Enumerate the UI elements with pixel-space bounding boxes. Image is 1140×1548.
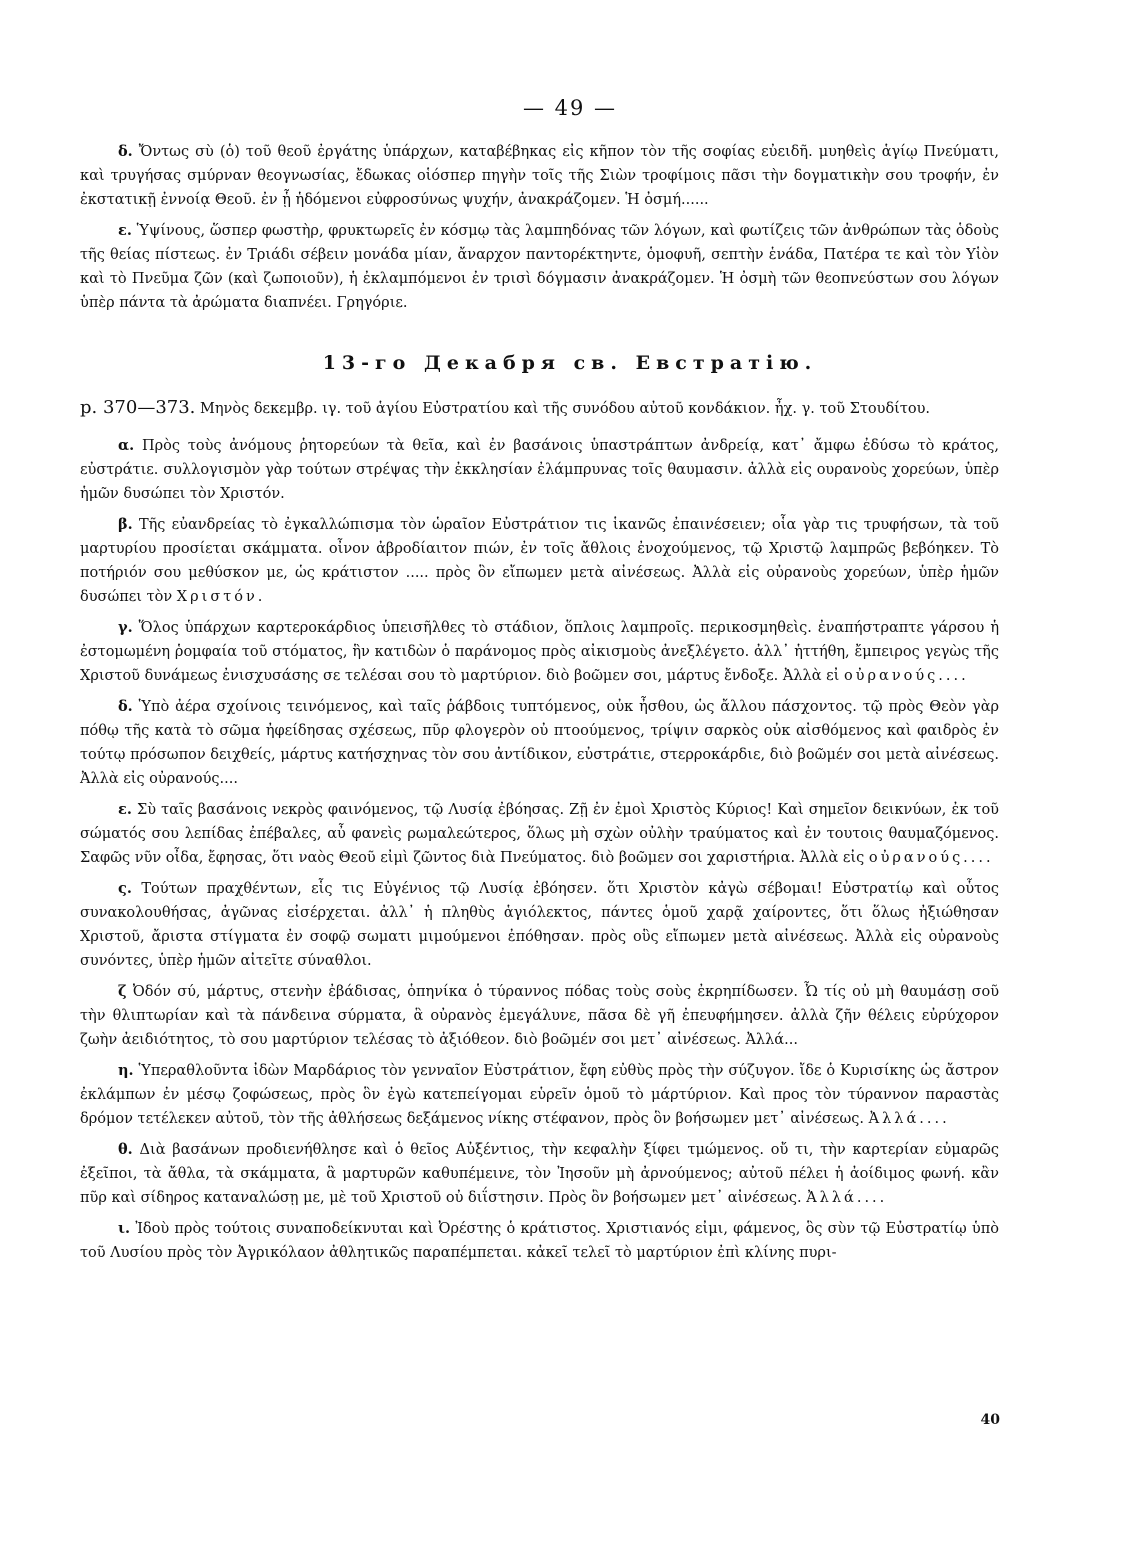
paragraph	[80, 980, 999, 1052]
page-number: — 49 —	[522, 96, 618, 120]
top-text-block	[80, 140, 999, 322]
paragraph-text: Πρὸς τοὺς ἀνόμους ῥητορεύων τὰ θεῖα, καὶ ἐν βασάνοις ὑπαστράπτων ἀνδρείᾳ, κατ᾽ ἄμφω ἐδύσω τὸ κράτος, εὐστράτιε. συλλογισμὸν γὰρ τούτων στρέψας τὴν ἐκκλησίαν ἐλάμπρυνας τοῖς θαυμασιν. ἀλλὰ εἰς ουρανοὺς χορεύων, ὑπὲρ ἡμῶν δυσώπει τὸν Χριστόν.	[80, 438, 999, 502]
paragraph-number: ε.	[118, 222, 132, 239]
paragraph-number: δ.	[118, 698, 133, 715]
refrain-text: οὐρανούς....	[843, 668, 969, 684]
paragraph	[80, 434, 999, 506]
paragraph	[80, 513, 999, 609]
reference-prefix: р. 370—373.	[80, 397, 196, 418]
paragraph	[80, 1217, 999, 1265]
refrain-text: Ἀλλά....	[868, 1111, 950, 1127]
paragraph-number: ι.	[118, 1220, 131, 1237]
paragraph	[80, 1059, 999, 1131]
paragraph-text: Ὀδόν σύ, μάρτυς, στενὴν ἐβάδισας, ὁπηνίκα ὁ τύραννος πόδας τοὺς σοὺς ἐκρηπίδωσεν. Ὦ τίς οὐ μὴ θαυμάσῃ σοῦ τὴν θλιπτωρίαν καὶ τὰ πάνδεινα σύρματα, ἃ οὐρανὸς ἐμεγάλυνε, πᾶσα δὲ γῆ ἐπευφήμησεν. ἀλλὰ ζῆν θέλεις εὐρύχορον ζωὴν ἀειδιότητος, τὸ σου μαρτύριον τελέσας τὸ ἀξιόθεον. διὸ βοῶμέν σοι μετ᾽ αἰνέσεως. Ἀλλά...	[80, 984, 1000, 1048]
refrain-text: Ἀλλά....	[806, 1190, 888, 1206]
paragraph-number: ζ	[118, 983, 127, 1000]
paragraph-number: η.	[118, 1062, 134, 1079]
paragraph-text: Ὅλος ὑπάρχων καρτεροκάρδιος ὑπεισῆλθες τὸ στάδιον, ὅπλοις λαμπροῖς. περικοσμηθεὶς. ἐναπήστραπτε γάρσου ἡ ἐστομωμένη ῥομφαία τοῦ στόματος, ἣν κατιδὼν ὁ παράνομος πρὸς αἰκισμοὺς ἀνεξλέγετο. ἀλλ᾽ ἡττήθη, ἔμπειρος γεγὼς τῆς Χριστοῦ δυνάμεως ἐνισχυσάσης σε τελέσαι σου τὸ μαρτύριον. διὸ βοῶμεν σοι, μάρτυς ἔνδοξε. Ἀλλὰ εἰ	[80, 620, 1000, 684]
paragraph-text: Σὺ ταῖς βασάνοις νεκρὸς φαινόμενος, τῷ Λυσίᾳ ἐβόησας. Ζῇ ἐν ἐμοὶ Χριστὸς Κύριος! Καὶ σημεῖον δεικνύων, ἐκ τοῦ σώματός σου λεπίδας ἐπέβαλες, αὖ φανεὶς ρωμαλεώτερος, ὅλως μὴ σχὼν οὐλὴν τραύματος καὶ ἐν τουτοις θαυμαζόμενος. Σαφῶς νῦν οἶδα, ἔφησας, ὅτι ναὸς Θεοῦ εἰμὶ ζῶντος διὰ Πνεύματος. διὸ βοῶμεν σοι χαριστήρια. Ἀλλὰ εἰς	[80, 802, 999, 866]
paragraph	[80, 877, 999, 973]
paragraph	[80, 695, 999, 791]
paragraph	[80, 219, 999, 315]
paragraph-text: Ἰδοὺ πρὸς τούτοις συναποδείκνυται καὶ Ὀρέστης ὁ κράτιστος. Χριστιανός εἰμι, φάμενος, ὃς σὺν τῷ Εὐστρατίῳ ὑπὸ τοῦ Λυσίου πρὸς τὸν Ἀγρικόλαον ἀθλητικῶς παραπέμπεται. κἀκεῖ τελεῖ τὸ μαρτύριον ἐπὶ κλίνης πυρι-	[80, 1221, 999, 1261]
paragraph-text: Ὑπὸ ἀέρα σχοίνοις τεινόμενος, καὶ ταῖς ῥάβδοις τυπτόμενος, οὐκ ἦσθου, ὡς ἄλλου πάσχοντος. τῷ πρὸς Θεὸν γὰρ πόθῳ τῆς κατὰ τὸ σῶμα ἠφείδησας σχέσεως, πῦρ φλογερὸν οὐ πτοούμενος, τρίψιν σαρκὸς οὐκ αἰσθόμενος καὶ φαιδρὸς ἐν τούτῳ πρόσωπον δειχθείς, μάρτυς κατήσχηνας τὸν σου ἀντίδικον, εὐστράτιε, στερροκάρδιε, διὸ βοῶμέν σοι μετὰ αἰνέσεως. Ἀλλὰ εἰς οὐρανούς....	[80, 699, 1000, 787]
paragraph-number: α.	[118, 437, 135, 454]
refrain-text: Χριστόν.	[176, 589, 266, 605]
section-heading: 13-го Декабря св. Евстратію.	[322, 352, 818, 374]
paragraph-text: Διὰ βασάνων προδιενήθλησε καὶ ὁ θεῖος Αὐξέντιος, τὴν κεφαλὴν ξίφει τμώμενος. οὔ τι, τὴν καρτερίαν εὐμαρῶς ἐξεῖποι, τὰ ἄθλα, τὰ σκάμματα, ἃ μαρτυρῶν καθυπέμεινε, τὸν Ἰησοῦν μὴ ἀρνούμενος; αὐτοῦ πέλει ἡ ἀοίδιμος φωνή. κἂν πῦρ καὶ σίδηρος καταναλώσῃ με, μὲ τοῦ Χριστοῦ οὐ διΐστησιν. Πρὸς ὃν βοήσωμεν μετ᾽ αἰνέσεως.	[80, 1142, 1000, 1206]
paragraph-number: θ.	[118, 1141, 133, 1158]
paragraph-text: Ὄντως σὺ (ὁ) τοῦ θεοῦ ἐργάτης ὑπάρχων, καταβέβηκας εἰς κῆπον τὸν τῆς σοφίας εὐειδῆ. μυηθεὶς ἁγίῳ Πνεύματι, καὶ τρυγήσας σμύρναν θεογνωσίας, ἔδωκας οἱόσπερ πηγὴν τοῖς τῆς Σιὼν τροφίμοις πᾶσι τὴν δογματικὴν σου τροφήν, ἐν ἐκστατικῇ ἐννοίᾳ Θεοῦ. ἐν ᾗ ἡδόμενοι εὐφροσύνως ψυχήν, ἀνακράζομεν. Ἡ ὀσμή......	[80, 144, 1000, 208]
hymn-text-block	[80, 434, 999, 1272]
paragraph-text: Τούτων πραχθέντων, εἷς τις Εὐγένιος τῷ Λυσίᾳ ἐβόησεν. ὅτι Χριστὸν κἀγὼ σέβομαι! Εὐστρατίῳ καὶ οὗτος συνακολουθήσας, ἀγῶνας εἰσέρχεται. ἀλλ᾽ ἡ πληθὺς ἁγιόλεκτος, πάντες ὁμοῦ χαρᾷ χαίροντες, ὅτι ὅλως ἠξιώθησαν Χριστοῦ, ἄριστα στίγματα ἐν σοφῷ σωματι μιμούμενοι ἐπόθησαν. πρὸς οὓς εἴπωμεν μετὰ αἰνέσεως. Ἀλλὰ εἰς οὐρανοὺς συνόντες, ὑπὲρ ἡμῶν αἰτεῖτε σύναθλοι.	[80, 881, 1000, 969]
paragraph-number: ς.	[118, 880, 132, 897]
reference-text: Μηνὸς δεκεμβρ. ιγ. τοῦ ἁγίου Εὐστρατίου καὶ τῆς συνόδου αὐτοῦ κονδάκιον. ἦχ. γ. τοῦ Στουδίτου.	[200, 401, 931, 417]
refrain-text: οὐρανούς....	[868, 850, 994, 866]
paragraph-number: δ.	[118, 143, 133, 160]
paragraph-number: γ.	[118, 619, 133, 636]
paragraph-text: Ὑψίνους, ὥσπερ φωστὴρ, φρυκτωρεῖς ἐν κόσμῳ τὰς λαμπηδόνας τῶν λόγων, καὶ φωτίζεις τῶν ἀνθρώπων τὰς ὁδοὺς τῆς θείας πίστεως. ἐν Τριάδι σέβειν μονάδα μίαν, ἄναρχον παντορέκτηντε, ὁμοφυῆ, σεπτὴν ἑνάδα, Πατέρα τε καὶ τὸν Υἱὸν καὶ τὸ Πνεῦμα ζῶν (καὶ ζωποιοῦν), ἡ ἐκλαμπόμενοι ἐν τρισὶ δόγμασιν ἀνακράζομεν. Ἡ ὀσμὴ τῶν θεοπνεύστων σου λόγων ὑπὲρ πάντα τὰ ἀρώματα διαπνέει. Γρηγόριε.	[80, 223, 1000, 311]
paragraph-text: Ὑπεραθλοῦντα ἰδὼν Μαρδάριος τὸν γενναῖον Εὐστράτιον, ἔφη εὐθὺς πρὸς τὴν σύζυγον. ἴδε ὁ Κυρισίκης ὡς ἄστρον ἐκλάμπων ἐν μέσῳ ζοφώσεως, πρὸς ὃν ἐγὼ κατεπείγομαι εὑρεῖν ὁμοῦ τὸ μάρτύριον. Καὶ προς τὸν τύραννον παραστὰς δρόμον τετέλεκεν αὐτοῦ, τὸν τῆς ἀθλήσεως δεξάμενος νίκης στέφανον, πρὸς ὃν βοήσωμεν μετ᾽ αἰνέσεως.	[80, 1063, 999, 1127]
paragraph	[80, 140, 999, 212]
reference-line	[80, 397, 999, 418]
signature-mark: 40	[980, 1412, 1000, 1428]
paragraph-text: Τῆς εὐανδρείας τὸ ἐγκαλλώπισμα τὸν ὡραῖον Εὐστράτιον τις ἱκανῶς ἐπαινέσειεν; οἷα γὰρ τις τρυφήσων, τὰ τοῦ μαρτυρίου προσίεται σκάμματα. οἶνον ἀβροδίαιτον πιών, ἐν τοῖς ἄθλοις ἐνοχούμενος, τῷ Χριστῷ λαμπρῶς βεβόηκεν. Τὸ ποτήριόν σου μεθύσκον με, ὡς κράτιστον ..... πρὸς ὃν εἴπωμεν μετὰ αἰνέσεως. Ἀλλὰ εἰς οὐρανοὺς χορεύων, ὑπὲρ ἡμῶν δυσώπει τὸν	[80, 517, 999, 605]
paragraph	[80, 798, 999, 870]
paragraph-number: β.	[118, 516, 133, 533]
paragraph	[80, 1138, 999, 1210]
paragraph	[80, 616, 999, 688]
paragraph-number: ε.	[118, 801, 132, 818]
